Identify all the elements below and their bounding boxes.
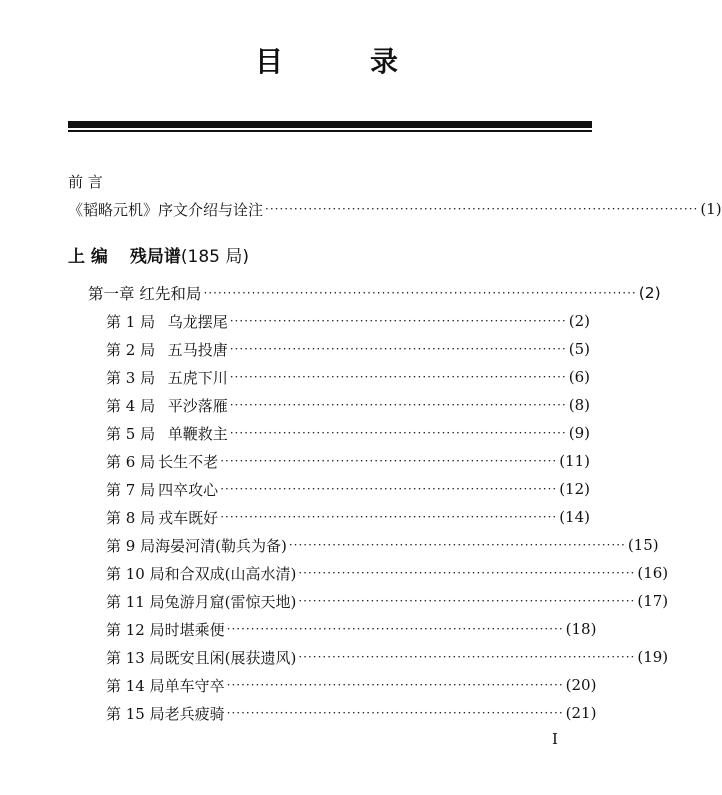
dot-leader: ······································································	[229, 426, 567, 440]
entry-name: 五虎下川	[167, 368, 228, 387]
entry-name: 单鞭救主	[167, 424, 228, 443]
entry-number: 第 8 局	[106, 508, 156, 527]
entry-page: (17)	[637, 592, 669, 610]
entry-name: 平沙落雁	[167, 396, 228, 415]
toc-intro-title: 《韬略元机》序文介绍与诠注	[68, 200, 264, 219]
toc-chapter[interactable]	[88, 282, 661, 304]
dot-leader: ······································································	[226, 622, 564, 636]
entry-number: 第 14 局	[106, 676, 165, 695]
entry-number: 第 9 局	[106, 536, 156, 555]
dot-leader: ······································································	[220, 510, 558, 524]
dot-leader: ······································································	[220, 482, 558, 496]
entry-name: 长生不老	[158, 452, 219, 471]
entry-page: (16)	[637, 564, 669, 582]
section-count: (185 局)	[180, 247, 250, 267]
page-title-char-1: 目	[255, 45, 286, 78]
entry-number: 第 7 局	[106, 480, 156, 499]
entry-page: (8)	[568, 396, 590, 414]
entry-number: 第 6 局	[106, 452, 156, 471]
entry-name: 五马投唐	[167, 340, 228, 359]
section-label: 上 编	[68, 247, 108, 267]
toc-entry[interactable]	[106, 534, 659, 556]
toc-entry[interactable]	[106, 590, 669, 612]
dot-leader: ······································································	[229, 398, 567, 412]
toc-entry[interactable]	[106, 618, 597, 640]
entry-page: (12)	[559, 480, 590, 498]
toc-entry[interactable]	[106, 366, 590, 388]
dot-leader: ······································································	[288, 538, 626, 552]
entry-name: 时堪乘便	[164, 620, 225, 639]
entry-page: (11)	[559, 452, 590, 470]
entry-number: 第 13 局	[106, 648, 165, 667]
toc-preface-title: 前 言	[68, 172, 103, 191]
dot-leader: ······································································	[298, 566, 636, 580]
entry-page: (6)	[568, 368, 590, 386]
entry-page: (21)	[565, 704, 597, 722]
title-rule-thin	[68, 130, 592, 132]
entry-number: 第 2 局	[106, 340, 156, 359]
entry-name: 海晏河清(勒兵为备)	[155, 536, 287, 555]
entry-name: 既安且闲(展获遗风)	[164, 648, 297, 667]
entry-page: (2)	[568, 312, 590, 330]
toc-entry[interactable]	[106, 674, 597, 696]
chapter-title: 第一章 红先和局	[88, 285, 202, 303]
toc-intro[interactable]	[68, 198, 722, 220]
toc-entry[interactable]	[106, 338, 590, 360]
entry-name: 单车守卒	[164, 676, 225, 695]
toc-entry[interactable]	[106, 450, 590, 472]
dot-leader: ··························································································	[203, 286, 637, 300]
entry-name: 乌龙摆尾	[167, 312, 228, 331]
toc-intro-page: (1)	[700, 200, 722, 218]
entry-name: 四卒攻心	[158, 480, 219, 499]
entry-name: 老兵疲骑	[164, 704, 225, 723]
dot-leader: ······································································	[226, 678, 564, 692]
dot-leader: ······································································	[298, 650, 636, 664]
dot-leader: ······································································	[226, 706, 564, 720]
dot-leader: ······································································	[229, 370, 567, 384]
chapter-page: (2)	[638, 284, 661, 302]
entry-page: (9)	[568, 424, 590, 442]
toc-entry[interactable]	[106, 506, 590, 528]
entry-number: 第 1 局	[106, 312, 156, 331]
dot-leader: ······································································	[298, 594, 636, 608]
section-title: 残局谱	[129, 247, 181, 267]
dot-leader: ······································································	[229, 342, 567, 356]
toc-entry[interactable]	[106, 562, 669, 584]
dot-leader: ······································································	[220, 454, 558, 468]
entry-number: 第 10 局	[106, 564, 165, 583]
entry-name: 戎车既好	[158, 508, 219, 527]
entry-number: 第 5 局	[106, 424, 156, 443]
entry-number: 第 15 局	[106, 704, 165, 723]
section-heading[interactable]	[68, 242, 249, 267]
entry-page: (19)	[637, 648, 669, 666]
page-title-char-2: 录	[370, 45, 401, 78]
entry-page: (14)	[559, 508, 590, 526]
entry-page: (20)	[565, 676, 597, 694]
toc-entry[interactable]	[106, 310, 590, 332]
toc-entry[interactable]	[106, 422, 590, 444]
toc-entry[interactable]	[106, 646, 669, 668]
entry-number: 第 3 局	[106, 368, 156, 387]
toc-preface[interactable]	[68, 170, 103, 192]
entry-number: 第 4 局	[106, 396, 156, 415]
entry-name: 兔游月窟(雷惊天地)	[164, 592, 297, 611]
page-folio: I	[552, 730, 558, 748]
dot-leader: ··························································································	[265, 202, 699, 216]
entry-page: (18)	[565, 620, 597, 638]
entry-page: (15)	[627, 536, 659, 554]
toc-entry[interactable]	[106, 394, 590, 416]
entry-page: (5)	[568, 340, 590, 358]
entry-name: 和合双成(山高水清)	[164, 564, 297, 583]
toc-entry[interactable]	[106, 702, 597, 724]
entry-number: 第 12 局	[106, 620, 165, 639]
entry-number: 第 11 局	[106, 592, 165, 611]
dot-leader: ······································································	[229, 314, 567, 328]
toc-entry[interactable]	[106, 478, 590, 500]
title-rule-thick	[68, 121, 592, 128]
